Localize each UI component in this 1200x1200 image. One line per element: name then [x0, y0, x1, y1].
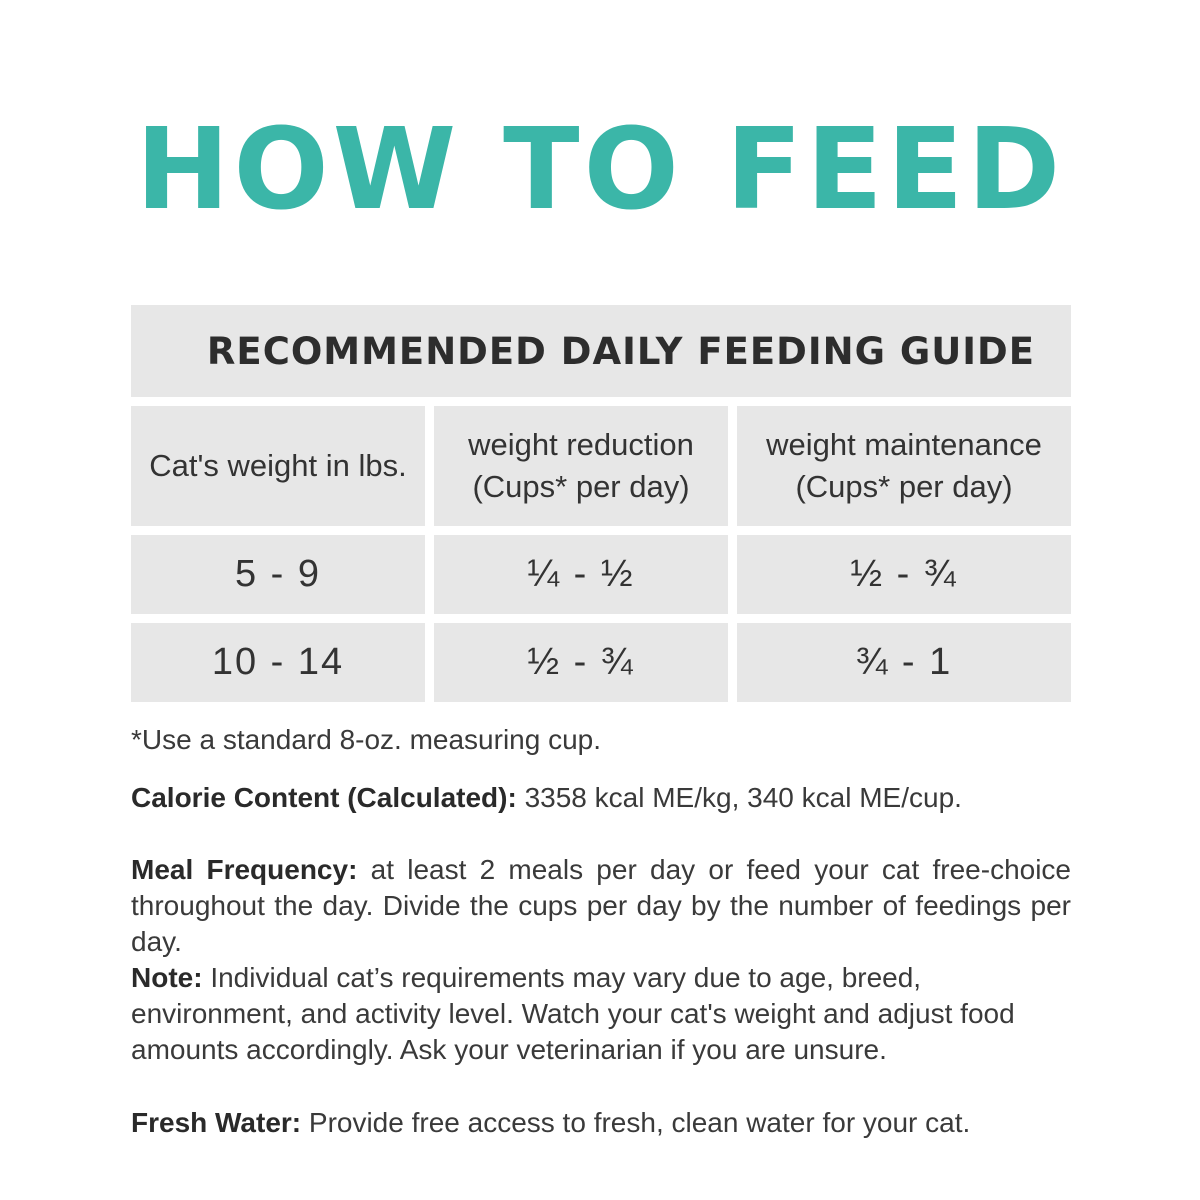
meal-frequency-text: at least 2 meals per day or feed your cat free-choice throughout the day. Divide the cups per day by the number of feedings per day.	[131, 854, 1072, 957]
table-cell-weight-row1: 5 - 9	[131, 535, 425, 614]
note-label: Note:	[131, 962, 203, 993]
note-text: Individual cat’s requirements may vary due to age, breed, environment, and activity level. Watch your cat's weight and adjust food amounts accordingly. Ask your veterinarian if you are unsure.	[131, 962, 1015, 1065]
column-header-reduction-line1: weight reduction	[468, 427, 694, 462]
measuring-footnote: *Use a standard 8-oz. measuring cup.	[131, 724, 602, 755]
meal-frequency-label: Meal Frequency:	[131, 854, 358, 885]
column-header-maintenance-line1: weight maintenance	[766, 427, 1042, 462]
column-header-weight	[131, 406, 425, 526]
table-heading	[131, 305, 1071, 397]
fresh-water	[131, 1105, 1071, 1141]
column-header-reduction	[434, 406, 728, 526]
column-header-weight-label: Cat's weight in lbs.	[149, 448, 407, 483]
table-cell-maintenance-row2: ¾ - 1	[737, 623, 1071, 702]
calorie-content-label: Calorie Content (Calculated):	[131, 782, 517, 813]
column-header-maintenance	[737, 406, 1071, 526]
note-paragraph	[131, 960, 1071, 1068]
table-cell-maintenance-row1: ½ - ¾	[737, 535, 1071, 614]
calorie-content-text: 3358 kcal ME/kg, 340 kcal ME/cup.	[524, 782, 962, 813]
column-header-reduction-line2: (Cups* per day)	[472, 469, 690, 504]
fresh-water-label: Fresh Water:	[131, 1107, 302, 1138]
table-cell-weight-row2: 10 - 14	[131, 623, 425, 702]
table-cell-reduction-row2: ½ - ¾	[434, 623, 728, 702]
column-header-maintenance-line2: (Cups* per day)	[795, 469, 1013, 504]
page-title: HOW TO FEED	[135, 105, 1065, 235]
table-cell-reduction-row1: ¼ - ½	[434, 535, 728, 614]
fresh-water-text: Provide free access to fresh, clean water for your cat.	[308, 1107, 971, 1138]
calorie-content	[131, 780, 1071, 816]
table-heading-text: RECOMMENDED DAILY FEEDING GUIDE	[206, 329, 1036, 373]
meal-frequency	[131, 852, 1071, 960]
